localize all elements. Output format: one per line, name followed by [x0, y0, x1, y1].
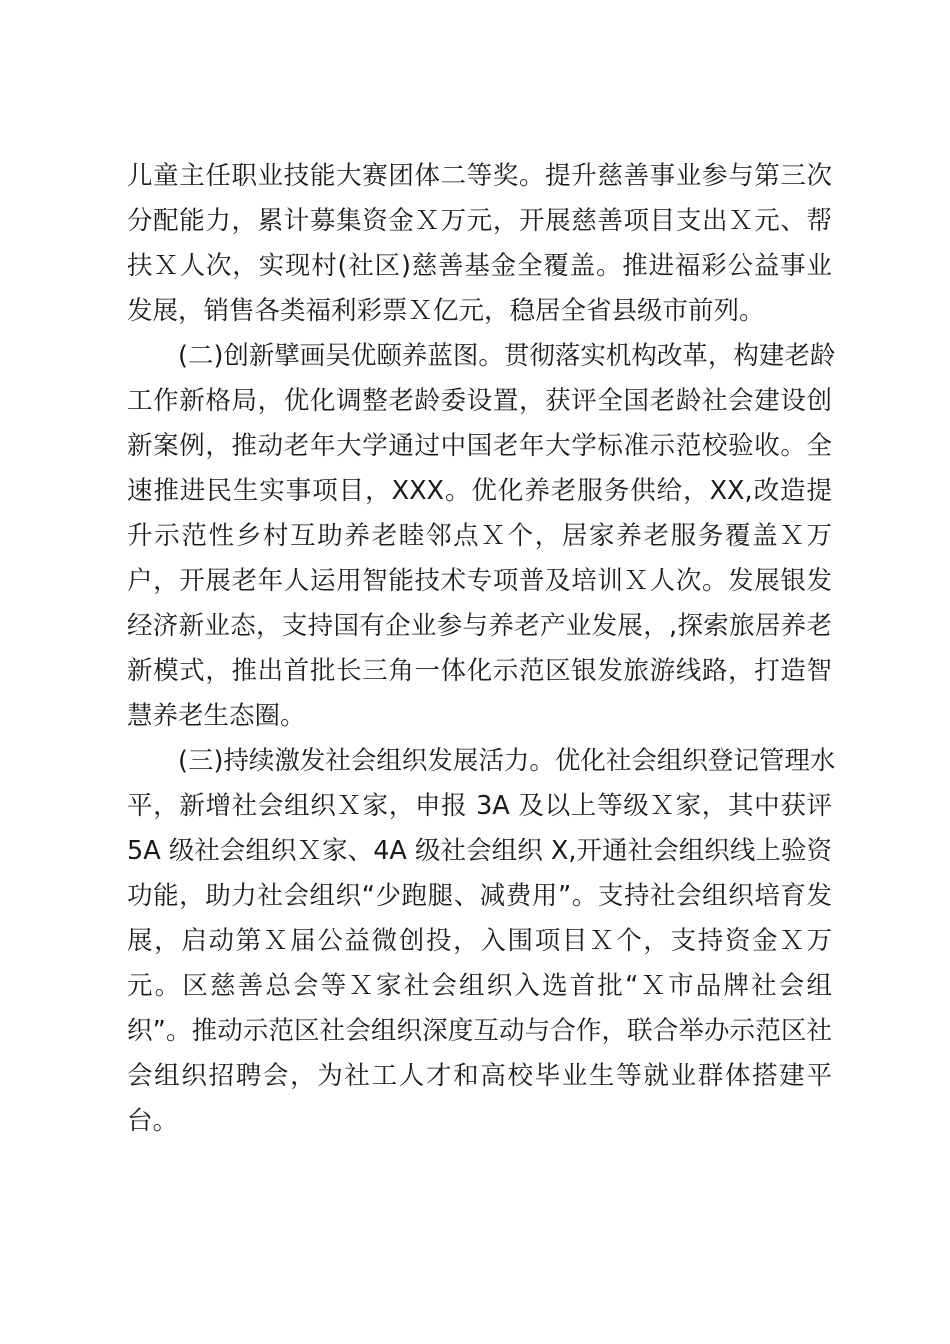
text-line: 儿童主任职业技能大赛团体二等奖。提升慈善事业参与第三次: [127, 161, 832, 191]
text-line: 升示范性乡村互助养老睦邻点Ｘ个，居家养老服务覆盖Ｘ万: [127, 521, 832, 551]
text-line: 元。区慈善总会等Ｘ家社会组织入选首批“Ｘ市品牌社会组: [127, 971, 832, 1001]
text-line: 户，开展老年人运用智能技术专项普及培训Ｘ人次。发展银发: [127, 566, 832, 596]
text-line: 发展，销售各类福利彩票Ｘ亿元，稳居全省县级市前列。: [127, 296, 765, 326]
text-line: 慧养老生态圈。: [127, 701, 306, 731]
text-line: 平，新增社会组织Ｘ家，申报 3A 及以上等级Ｘ家，其中获评: [127, 791, 832, 821]
text-line: 经济新业态，支持国有企业参与养老产业发展，,探索旅居养老: [127, 611, 832, 641]
text-line: 扶Ｘ人次，实现村(社区)慈善基金全覆盖。推进福彩公益事业: [127, 251, 832, 281]
text-line: 分配能力，累计募集资金Ｘ万元，开展慈善项目支出Ｘ元、帮: [127, 206, 832, 236]
text-line: 会组织招聘会，为社工人才和高校毕业生等就业群体搭建平: [127, 1061, 832, 1091]
text-line: (二)创新擘画吴优颐养蓝图。贯彻落实机构改革，构建老龄: [178, 341, 836, 371]
text-line: 织”。推动示范区社会组织深度互动与合作，联合举办示范区社: [127, 1016, 832, 1046]
text-line: 新模式，推出首批长三角一体化示范区银发旅游线路，打造智: [127, 656, 832, 686]
text-line: 新案例，推动老年大学通过中国老年大学标准示范校验收。全: [127, 431, 832, 461]
body-text: [127, 154, 836, 1144]
text-line: 台。: [127, 1106, 179, 1136]
text-line: 工作新格局，优化调整老龄委设置，获评全国老龄社会建设创: [127, 386, 832, 416]
text-line: 5A 级社会组织Ｘ家、4A 级社会组织 X,开通社会组织线上验资: [127, 836, 832, 866]
paragraph-2: [127, 334, 836, 739]
text-line: 功能，助力社会组织“少跑腿、减费用”。支持社会组织培育发: [127, 881, 832, 911]
paragraph-1: [127, 154, 832, 334]
text-line: (三)持续激发社会组织发展活力。优化社会组织登记管理水: [178, 746, 836, 776]
text-line: 展，启动第Ｘ届公益微创投，入围项目Ｘ个，支持资金Ｘ万: [127, 926, 832, 956]
text-line: 速推进民生实事项目，XXX。优化养老服务供给，XX,改造提: [127, 476, 832, 506]
paragraph-3: [127, 739, 836, 1144]
